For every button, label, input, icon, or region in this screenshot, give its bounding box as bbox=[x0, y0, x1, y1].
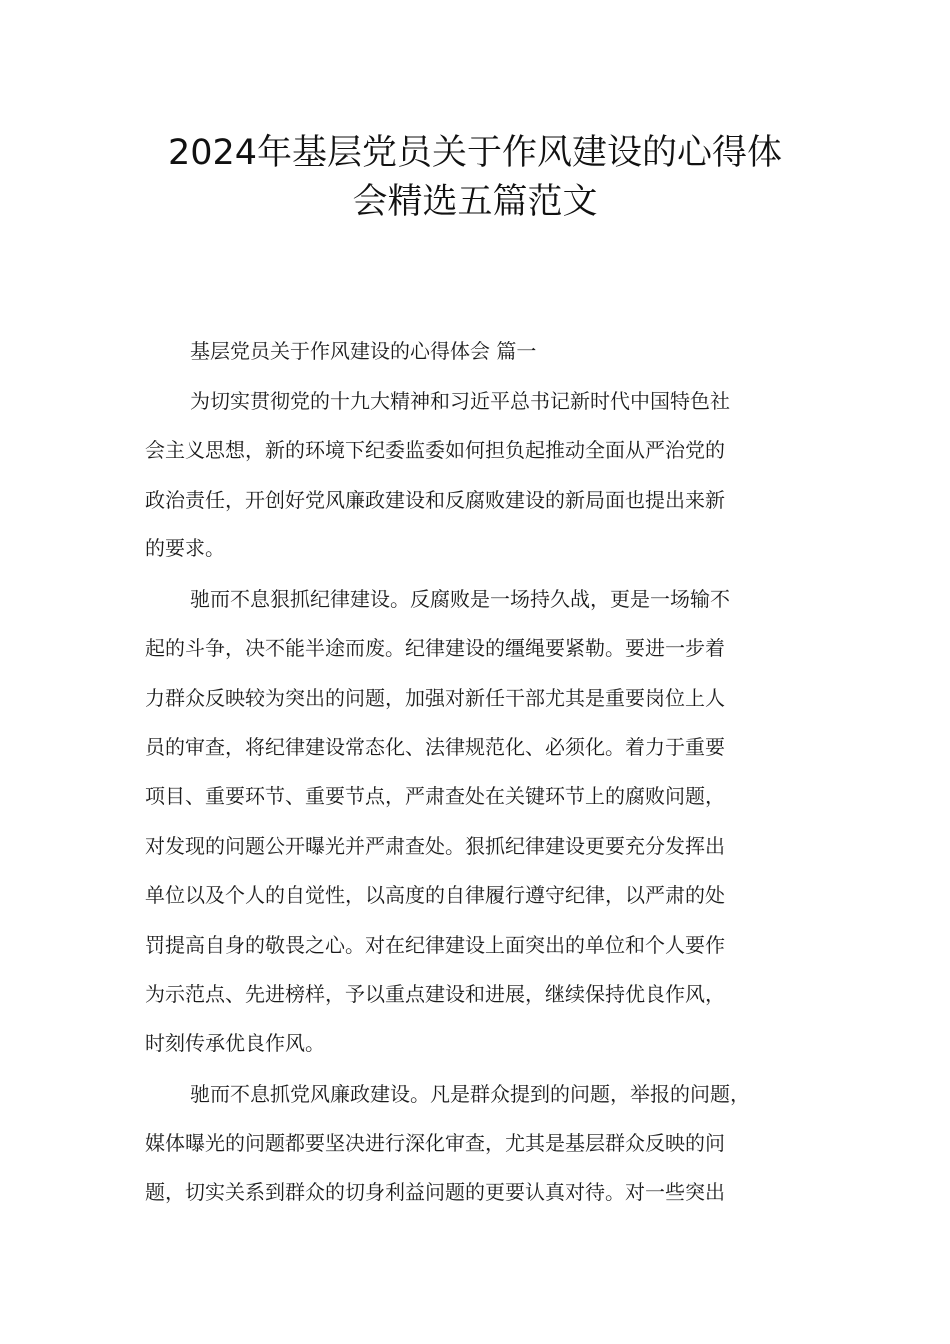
paragraph-line: 媒体曝光的问题都要坚决进行深化审查，尤其是基层群众反映的问 bbox=[145, 1131, 725, 1155]
document-title-line-2: 会精选五篇范文 bbox=[352, 182, 598, 222]
paragraph-line: 员的审查，将纪律建设常态化、法律规范化、必须化。着力于重要 bbox=[145, 735, 725, 759]
paragraph-line: 为切实贯彻党的十九大精神和习近平总书记新时代中国特色社 bbox=[190, 389, 730, 413]
paragraph-line: 会主义思想，新的环境下纪委监委如何担负起推动全面从严治党的 bbox=[145, 438, 725, 462]
section-heading: 基层党员关于作风建设的心得体会 篇一 bbox=[190, 339, 537, 363]
paragraph-line: 题，切实关系到群众的切身利益问题的更要认真对待。对一些突出 bbox=[145, 1180, 725, 1204]
paragraph-line: 单位以及个人的自觉性，以高度的自律履行遵守纪律，以严肃的处 bbox=[145, 883, 725, 907]
paragraph-line: 驰而不息狠抓纪律建设。反腐败是一场持久战，更是一场输不 bbox=[190, 587, 730, 611]
paragraph-line: 驰而不息抓党风廉政建设。凡是群众提到的问题，举报的问题， bbox=[190, 1082, 750, 1106]
paragraph-line: 起的斗争，决不能半途而废。纪律建设的缰绳要紧勒。要进一步着 bbox=[145, 636, 725, 660]
paragraph-line: 为示范点、先进榜样，予以重点建设和进展，继续保持优良作风， bbox=[145, 982, 725, 1006]
paragraph-line: 时刻传承优良作风。 bbox=[145, 1031, 325, 1055]
paragraph-line: 的要求。 bbox=[145, 536, 225, 560]
paragraph-line: 项目、重要环节、重要节点，严肃查处在关键环节上的腐败问题， bbox=[145, 784, 725, 808]
paragraph-line: 对发现的问题公开曝光并严肃查处。狠抓纪律建设更要充分发挥出 bbox=[145, 834, 725, 858]
document-title-line-1: 2024年基层党员关于作风建设的心得体 bbox=[167, 133, 783, 173]
paragraph-line: 力群众反映较为突出的问题，加强对新任干部尤其是重要岗位上人 bbox=[145, 686, 725, 710]
paragraph-line: 政治责任，开创好党风廉政建设和反腐败建设的新局面也提出来新 bbox=[145, 488, 725, 512]
paragraph-line: 罚提高自身的敬畏之心。对在纪律建设上面突出的单位和个人要作 bbox=[145, 933, 725, 957]
